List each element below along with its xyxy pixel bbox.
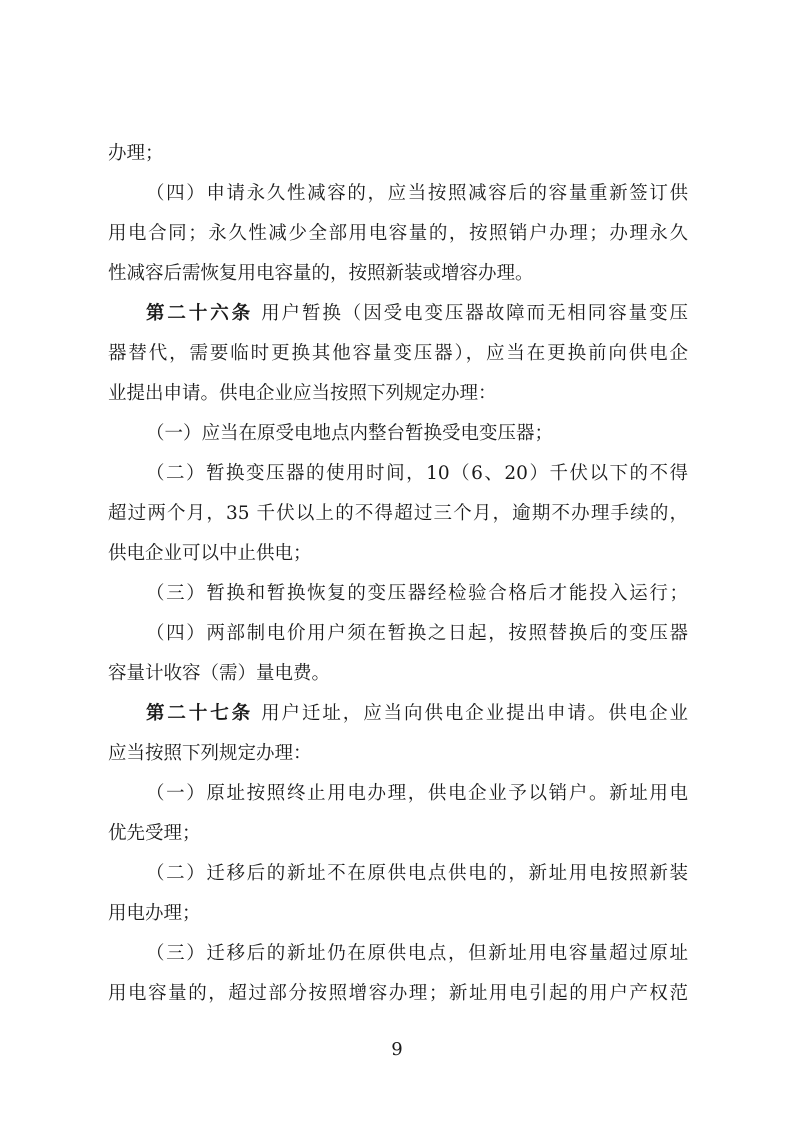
article-line bbox=[146, 700, 688, 728]
text-line: （三）迁移后的新址仍在原供电点，但新址用电容量超过原址 bbox=[146, 943, 688, 964]
article-heading: 第二十六条 bbox=[146, 303, 254, 324]
page-number: 9 bbox=[391, 1039, 403, 1060]
text-span: 用户迁址，应当向供电企业提出申请。供电企业 bbox=[261, 703, 688, 724]
text-span: 用户暂换（因受电变压器故障而无相同容量变压 bbox=[261, 303, 688, 324]
text-line: 办理； bbox=[108, 143, 164, 164]
text-line: 业提出申请。供电企业应当按照下列规定办理： bbox=[108, 383, 497, 404]
text-line: 用电办理； bbox=[108, 903, 201, 924]
text-line: （一）原址按照终止用电办理，供电企业予以销户。新址用电 bbox=[146, 783, 688, 804]
text-line: 超过两个月，35 千伏以上的不得超过三个月，逾期不办理手续的， bbox=[108, 503, 688, 524]
text-line: （四）申请永久性减容的，应当按照减容后的容量重新签订供 bbox=[146, 183, 688, 204]
text-line: 用电合同；永久性减少全部用电容量的，按照销户办理；办理永久 bbox=[108, 223, 688, 244]
text-line: 供电企业可以中止供电； bbox=[108, 543, 312, 564]
text-line: （三）暂换和暂换恢复的变压器经检验合格后才能投入运行； bbox=[146, 583, 688, 604]
text-line: （四）两部制电价用户须在暂换之日起，按照替换后的变压器 bbox=[146, 623, 688, 644]
text-line: （二）迁移后的新址不在原供电点供电的，新址用电按照新装 bbox=[146, 863, 688, 884]
text-line: 优先受理； bbox=[108, 823, 201, 844]
text-line: 性减容后需恢复用电容量的，按照新装或增容办理。 bbox=[108, 263, 534, 284]
text-line: 容量计收容（需）量电费。 bbox=[108, 663, 331, 684]
text-line: （一）应当在原受电地点内整台暂换受电变压器； bbox=[146, 423, 554, 444]
text-line: 器替代，需要临时更换其他容量变压器），应当在更换前向供电企 bbox=[108, 343, 688, 364]
article-heading: 第二十七条 bbox=[146, 703, 254, 724]
text-line: （二）暂换变压器的使用时间，10（6、20）千伏以下的不得 bbox=[146, 463, 688, 484]
text-line: 用电容量的，超过部分按照增容办理；新址用电引起的用户产权范 bbox=[108, 983, 688, 1004]
text-line: 应当按照下列规定办理： bbox=[108, 743, 312, 764]
article-line bbox=[146, 300, 688, 328]
